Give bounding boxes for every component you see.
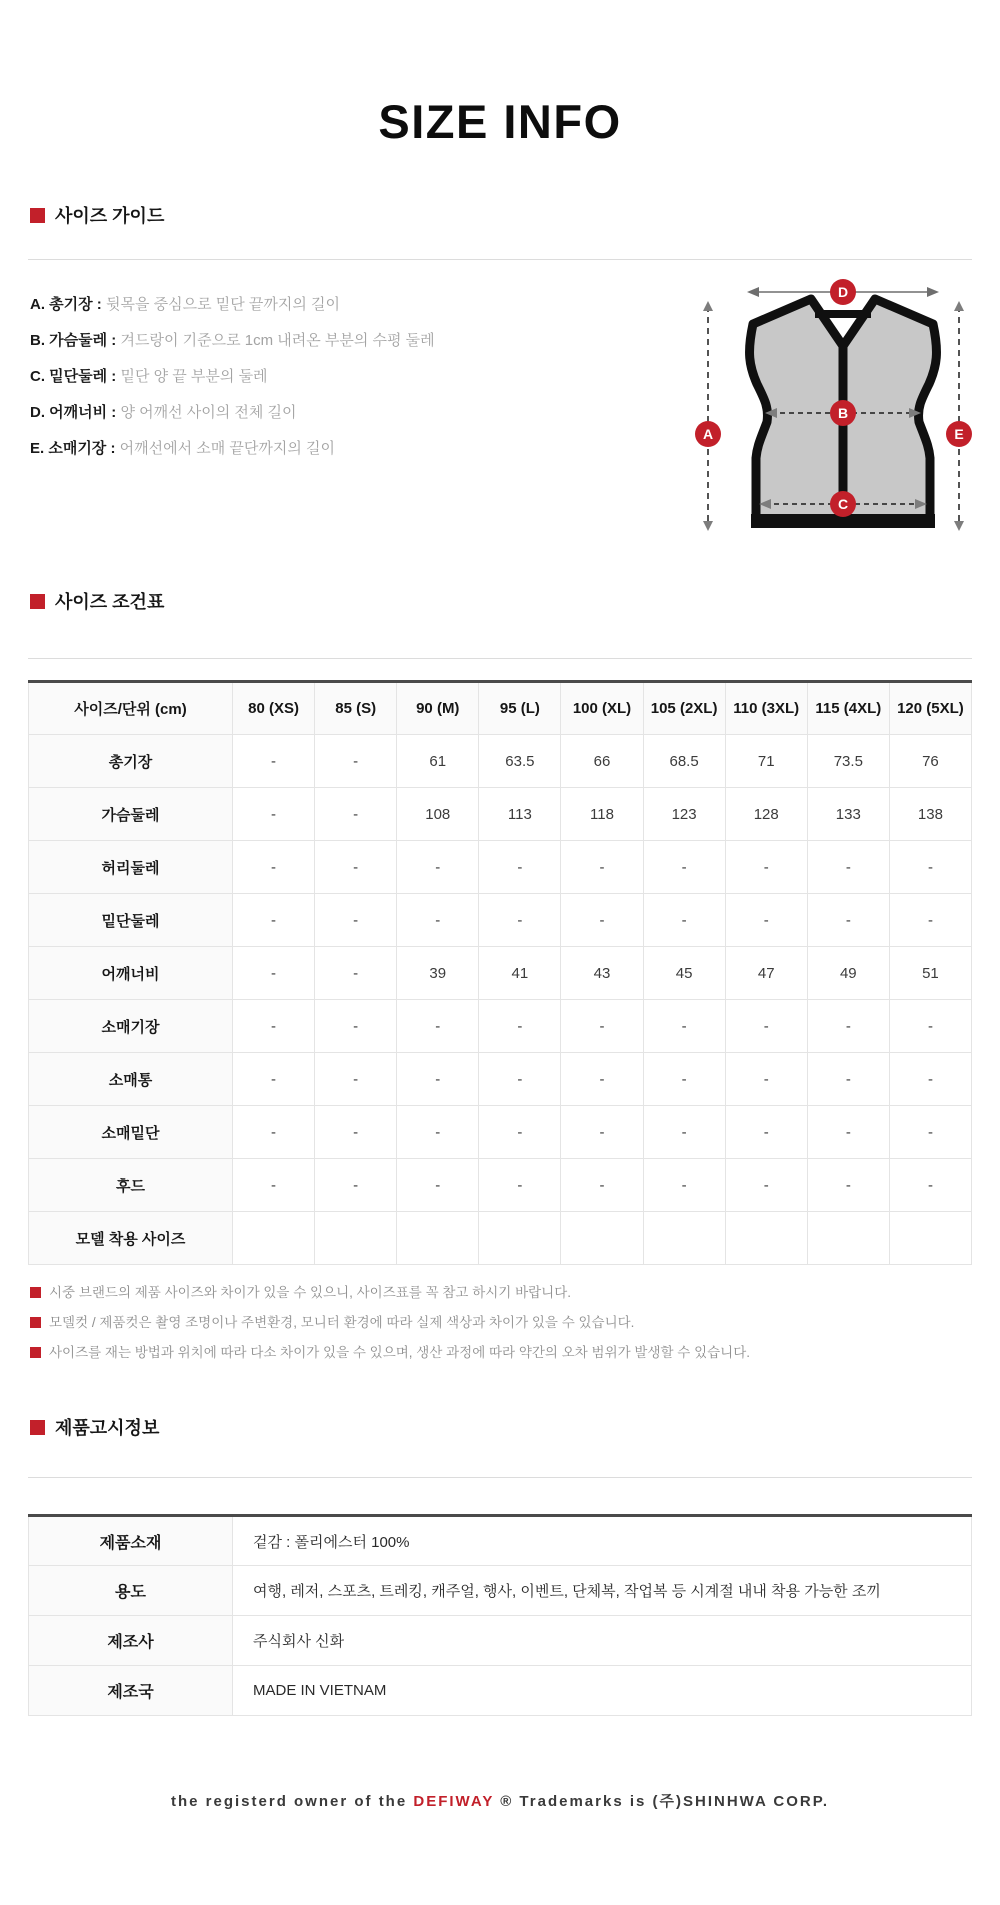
marker-c-badge (830, 491, 856, 517)
size-table-row (29, 841, 972, 894)
size-value-cell: 49 (807, 947, 889, 1000)
measure-row-label: 어깨너비 (29, 947, 233, 1000)
svg-text:B: B (837, 405, 849, 421)
size-value-cell (561, 1212, 643, 1265)
size-table-row (29, 1159, 972, 1212)
red-square-icon (30, 1287, 41, 1298)
size-column-header: 100 (XL) (561, 682, 643, 735)
size-value-cell: 138 (889, 788, 971, 841)
size-value-cell (315, 1212, 397, 1265)
size-value-cell: 118 (561, 788, 643, 841)
section-header-size-table (30, 588, 164, 614)
red-square-icon (30, 1317, 41, 1328)
size-value-cell: 63.5 (479, 735, 561, 788)
size-value-cell (807, 1212, 889, 1265)
size-value-cell: - (561, 894, 643, 947)
size-table-row (29, 1106, 972, 1159)
size-value-cell: - (315, 1106, 397, 1159)
size-value-cell: - (889, 1000, 971, 1053)
product-info-value: 여행, 레저, 스포츠, 트레킹, 캐주얼, 행사, 이벤트, 단체복, 작업복 등 시계절 내내 착용 가능한 조끼 (233, 1566, 972, 1616)
size-value-cell: - (479, 894, 561, 947)
size-value-cell: - (233, 947, 315, 1000)
footer-trademark-line (0, 1790, 1000, 1811)
size-value-cell: - (725, 1000, 807, 1053)
size-value-cell: 61 (397, 735, 479, 788)
product-info-label: 제조국 (29, 1666, 233, 1716)
size-value-cell: - (561, 1053, 643, 1106)
size-column-header: 95 (L) (479, 682, 561, 735)
size-value-cell: 51 (889, 947, 971, 1000)
size-value-cell: - (807, 1159, 889, 1212)
measure-row-label: 가슴둘레 (29, 788, 233, 841)
measure-row-label: 소매통 (29, 1053, 233, 1106)
page-title: SIZE INFO (378, 95, 622, 148)
size-value-cell: - (233, 788, 315, 841)
measure-row-label: 소매밑단 (29, 1106, 233, 1159)
size-table-row (29, 788, 972, 841)
sleeve-arrow-right (954, 301, 964, 531)
footer-text-suffix: ® Trademarks is (주)SHINHWA CORP. (494, 1793, 829, 1810)
size-table-row (29, 735, 972, 788)
product-info-value: 주식회사 신화 (233, 1616, 972, 1666)
size-table (28, 680, 972, 1265)
size-value-cell: - (479, 1106, 561, 1159)
size-value-cell: - (889, 1053, 971, 1106)
red-square-icon (30, 208, 45, 223)
size-value-cell: - (315, 1000, 397, 1053)
product-info-table (28, 1514, 972, 1716)
size-value-cell (479, 1212, 561, 1265)
product-info-row (29, 1516, 972, 1566)
size-value-cell: - (233, 1159, 315, 1212)
definition-label: E. 소매기장 : (30, 440, 120, 457)
section-header-size-guide (30, 202, 164, 228)
red-square-icon (30, 594, 45, 609)
product-info-label: 제품소재 (29, 1516, 233, 1566)
note-line (30, 1345, 930, 1375)
size-value-cell (889, 1212, 971, 1265)
divider (28, 658, 972, 659)
size-table-body (29, 735, 972, 1265)
size-value-cell: - (807, 1106, 889, 1159)
definition-desc: 양 어깨선 사이의 전체 길이 (120, 404, 297, 421)
size-value-cell: - (315, 841, 397, 894)
product-info-row (29, 1566, 972, 1616)
definition-desc: 어깨선에서 소매 끝단까지의 길이 (119, 440, 336, 457)
measure-row-label: 모델 착용 사이즈 (29, 1212, 233, 1265)
size-definitions (30, 295, 590, 475)
size-table-row (29, 1212, 972, 1265)
size-value-cell: - (397, 1159, 479, 1212)
divider (28, 1477, 972, 1478)
size-column-header: 85 (S) (315, 682, 397, 735)
size-column-header: 90 (M) (397, 682, 479, 735)
size-value-cell: 76 (889, 735, 971, 788)
red-square-icon (30, 1347, 41, 1358)
marker-d-badge (830, 279, 856, 305)
marker-b-badge (830, 400, 856, 426)
measure-row-label: 소매기장 (29, 1000, 233, 1053)
marker-e-badge (946, 421, 972, 447)
size-value-cell (233, 1212, 315, 1265)
size-value-cell: - (807, 1053, 889, 1106)
section-title-size-table: 사이즈 조건표 (55, 592, 165, 612)
svg-text:C: C (837, 496, 849, 512)
svg-text:E: E (954, 426, 964, 442)
size-value-cell: - (561, 841, 643, 894)
size-value-cell: - (479, 1053, 561, 1106)
divider (28, 259, 972, 260)
size-value-cell: - (479, 1000, 561, 1053)
size-value-cell: - (725, 1053, 807, 1106)
size-value-cell: - (397, 894, 479, 947)
length-arrow-left (703, 301, 713, 531)
footer-brand: DEFIWAY (413, 1793, 495, 1810)
size-value-cell: - (643, 894, 725, 947)
size-value-cell: - (315, 1053, 397, 1106)
size-column-header: 120 (5XL) (889, 682, 971, 735)
size-column-header: 115 (4XL) (807, 682, 889, 735)
product-info-row (29, 1666, 972, 1716)
size-value-cell: - (725, 841, 807, 894)
size-table-row (29, 947, 972, 1000)
measure-row-label: 총기장 (29, 735, 233, 788)
section-header-product-info (30, 1414, 159, 1440)
size-value-cell: - (233, 894, 315, 947)
section-title-size-guide: 사이즈 가이드 (55, 206, 165, 226)
size-value-cell: 43 (561, 947, 643, 1000)
definition-label: C. 밑단둘레 : (30, 368, 121, 385)
size-value-cell: - (233, 841, 315, 894)
definition-desc: 뒷목을 중심으로 밑단 끝까지의 길이 (105, 296, 340, 313)
section-title-product-info: 제품고시정보 (55, 1418, 160, 1438)
size-value-cell: - (889, 841, 971, 894)
size-table-header-row (29, 682, 972, 735)
product-info-value: 겉감 : 폴리에스터 100% (233, 1516, 972, 1566)
product-info-label: 용도 (29, 1566, 233, 1616)
size-value-cell (643, 1212, 725, 1265)
svg-text:A: A (702, 426, 714, 442)
unit-column-header: 사이즈/단위 (cm) (29, 682, 233, 735)
size-definition-d (30, 403, 590, 439)
size-value-cell: - (561, 1000, 643, 1053)
size-value-cell: - (397, 1000, 479, 1053)
size-definition-a (30, 295, 590, 331)
size-value-cell: 68.5 (643, 735, 725, 788)
size-column-header: 110 (3XL) (725, 682, 807, 735)
definition-label: B. 가슴둘레 : (30, 332, 121, 349)
size-value-cell: - (397, 1053, 479, 1106)
size-value-cell: 66 (561, 735, 643, 788)
size-value-cell: - (233, 1106, 315, 1159)
size-value-cell: - (233, 1053, 315, 1106)
size-value-cell: - (643, 1000, 725, 1053)
product-info-label: 제조사 (29, 1616, 233, 1666)
size-table-row (29, 894, 972, 947)
size-value-cell: - (725, 894, 807, 947)
note-line (30, 1285, 930, 1315)
size-value-cell: - (233, 735, 315, 788)
size-value-cell: - (807, 841, 889, 894)
size-value-cell: 113 (479, 788, 561, 841)
size-value-cell: - (889, 1159, 971, 1212)
product-info-body (29, 1516, 972, 1716)
definition-desc: 겨드랑이 기준으로 1cm 내려온 부분의 수평 둘레 (120, 332, 435, 349)
red-square-icon (30, 1420, 45, 1435)
size-value-cell: - (643, 1159, 725, 1212)
size-value-cell: 45 (643, 947, 725, 1000)
definition-desc: 밑단 양 끝 부분의 둘레 (120, 368, 268, 385)
size-column-header: 80 (XS) (233, 682, 315, 735)
size-definition-e (30, 439, 590, 475)
size-table-row (29, 1053, 972, 1106)
size-table-row (29, 1000, 972, 1053)
size-value-cell: - (315, 894, 397, 947)
size-value-cell (725, 1212, 807, 1265)
marker-a-badge (695, 421, 721, 447)
size-value-cell: - (315, 947, 397, 1000)
note-line (30, 1315, 930, 1345)
size-value-cell: - (643, 1053, 725, 1106)
size-value-cell: 128 (725, 788, 807, 841)
note-text: 모델컷 / 제품컷은 촬영 조명이나 주변환경, 모니터 환경에 따라 실제 색상과 차이가 있을 수 있습니다. (49, 1315, 635, 1330)
size-value-cell: 47 (725, 947, 807, 1000)
size-value-cell: - (643, 841, 725, 894)
size-value-cell: 73.5 (807, 735, 889, 788)
svg-text:D: D (837, 284, 849, 300)
measure-row-label: 허리둘레 (29, 841, 233, 894)
size-value-cell: - (889, 1106, 971, 1159)
note-text: 시중 브랜드의 제품 사이즈와 차이가 있을 수 있으니, 사이즈표를 꼭 참고 하시기 바랍니다. (49, 1285, 571, 1300)
size-value-cell: - (807, 894, 889, 947)
size-value-cell: 39 (397, 947, 479, 1000)
size-definition-b (30, 331, 590, 367)
size-column-header: 105 (2XL) (643, 682, 725, 735)
size-value-cell: - (561, 1159, 643, 1212)
vest-size-diagram (685, 268, 985, 538)
size-value-cell: - (315, 1159, 397, 1212)
size-value-cell: - (233, 1000, 315, 1053)
size-value-cell: - (725, 1159, 807, 1212)
size-value-cell: - (397, 841, 479, 894)
definition-label: D. 어깨너비 : (30, 404, 121, 421)
measure-row-label: 밑단둘레 (29, 894, 233, 947)
size-value-cell: - (643, 1106, 725, 1159)
size-value-cell: - (479, 1159, 561, 1212)
measure-row-label: 후드 (29, 1159, 233, 1212)
size-value-cell: 108 (397, 788, 479, 841)
size-value-cell: 133 (807, 788, 889, 841)
definition-label: A. 총기장 : (30, 296, 106, 313)
size-value-cell: 41 (479, 947, 561, 1000)
note-text: 사이즈를 재는 방법과 위치에 따라 다소 차이가 있을 수 있으며, 생산 과정에 따라 약간의 오차 범위가 발생할 수 있습니다. (49, 1345, 750, 1360)
size-value-cell: - (889, 894, 971, 947)
size-value-cell: 123 (643, 788, 725, 841)
size-value-cell: - (725, 1106, 807, 1159)
size-value-cell: - (479, 841, 561, 894)
product-info-row (29, 1616, 972, 1666)
size-value-cell: - (315, 735, 397, 788)
size-definition-c (30, 367, 590, 403)
size-value-cell: - (561, 1106, 643, 1159)
size-value-cell: - (807, 1000, 889, 1053)
size-value-cell: 71 (725, 735, 807, 788)
size-value-cell: - (397, 1106, 479, 1159)
size-notes (30, 1285, 930, 1375)
size-value-cell: - (315, 788, 397, 841)
footer-text-prefix: the registerd owner of the (171, 1793, 414, 1810)
size-value-cell (397, 1212, 479, 1265)
product-info-value: MADE IN VIETNAM (233, 1666, 972, 1716)
